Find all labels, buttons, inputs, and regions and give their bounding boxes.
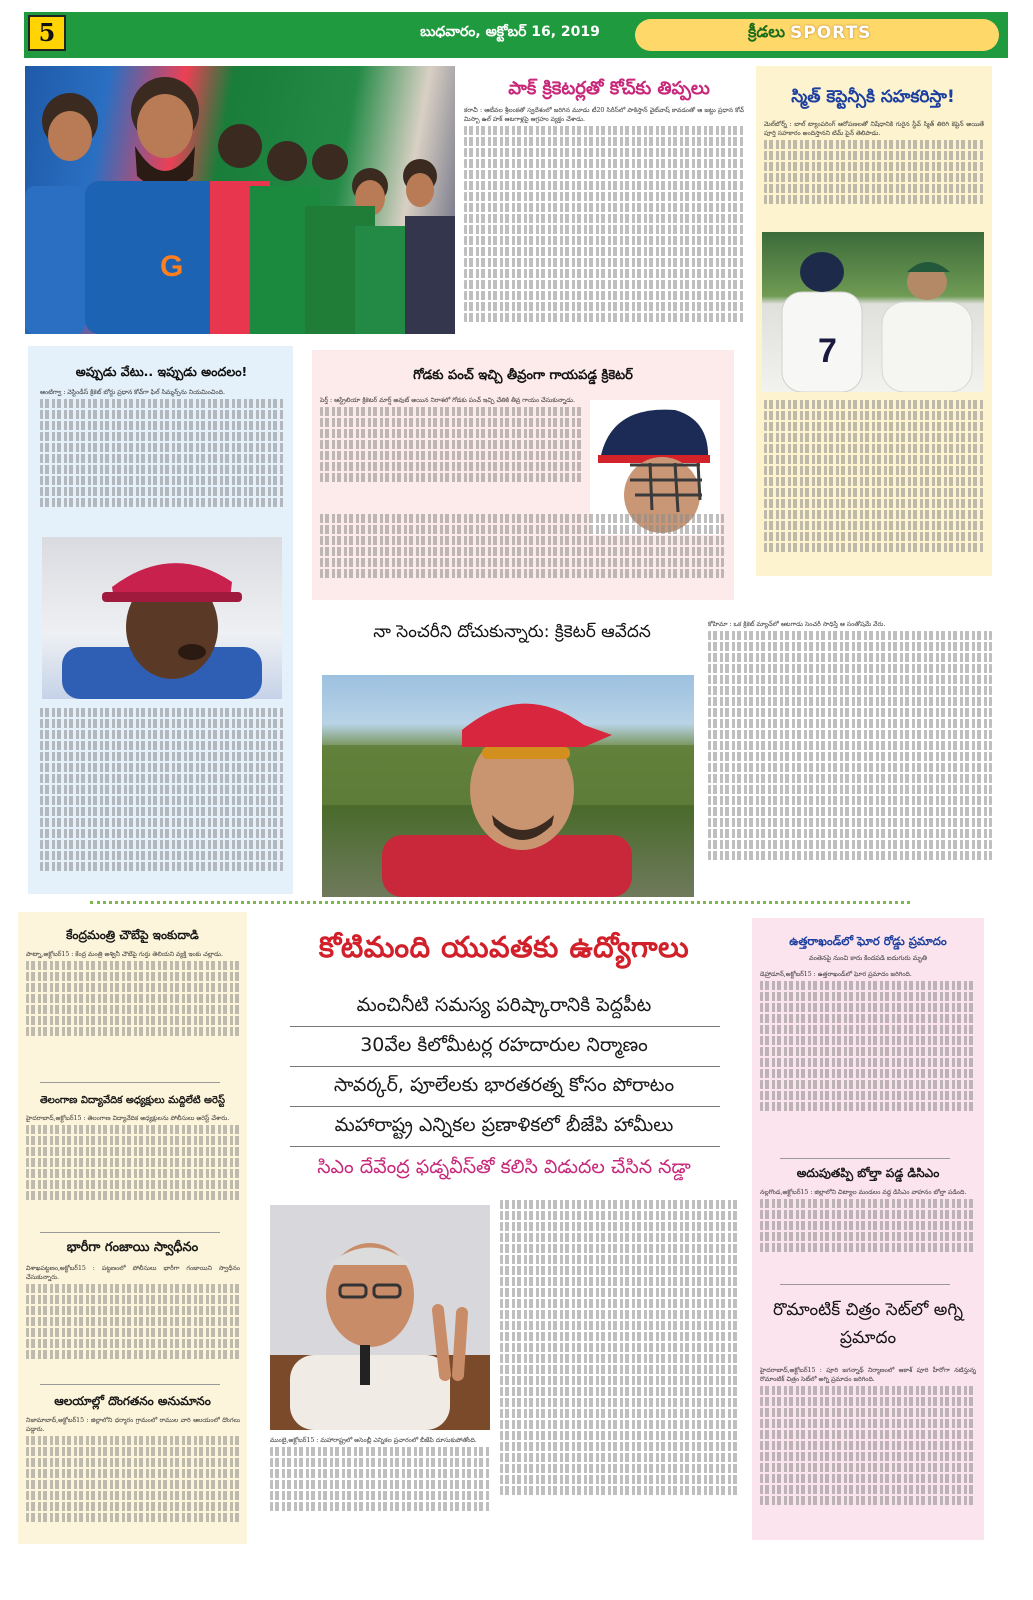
- section-divider: [90, 901, 910, 904]
- right-brief-1-body: [760, 970, 976, 1150]
- left-brief-1-headline: కేంద్రమంత్రి చౌబేపై ఇంకుదాడి: [66, 928, 199, 942]
- cricketer-portrait-photo: [322, 675, 694, 897]
- century-body: [708, 620, 992, 892]
- left-brief-2-body: [26, 1114, 240, 1224]
- left-brief-3-dateline: విశాఖపట్టణం,అక్టోబర్15 : పట్టణంలో పోలీసులు భారీగా గంజాయిని స్వాధీనం చేసుకున్నారు.: [26, 1265, 240, 1281]
- right-brief-2-headline: అదుపుతప్పి బోల్తా పడ్డ డిసిఎం: [796, 1166, 940, 1180]
- phil-simmons-photo: [42, 537, 282, 699]
- svg-text:7: 7: [818, 332, 837, 370]
- pakistan-team-photo: [25, 66, 455, 334]
- main-dateline: ముంబై,అక్టోబర్15 : మహారాష్ట్రలో అసెంబ్లీ ఎన్నికల ప్రచారంలో బీజేపి దూసుకుపోతోంది.: [270, 1437, 477, 1444]
- right-brief-1-dateline: డెహ్రాడూన్,అక్టోబర్15 : ఉత్తరాఖండ్‌లో ఘోర ప్రమాదం జరిగింది.: [760, 971, 912, 978]
- main-subhead-pink: సిఎం దేవేంద్ర ఫడ్నవీస్‌తో కలిసి విడుదల చేసిన నడ్డా: [317, 1156, 691, 1178]
- right-brief-3-body: [760, 1366, 976, 1534]
- subhead-rule-4: [290, 1146, 720, 1147]
- right-brief-2-body: [760, 1188, 976, 1276]
- right-brief-1-subhead: వంతెనపై నుంచి కారు కిందపడి ఐదుగురు మృతి: [808, 954, 928, 962]
- century-headline: నా సెంచరీని దోచుకున్నారు: క్రికెటర్ ఆవేదన: [373, 622, 651, 642]
- main-subhead-1: మంచినీటి సమస్య పరిష్కారానికి పెద్దపీట: [356, 994, 652, 1016]
- right-brief-3-headline: రొమాంటిక్ చిత్రం సెట్‌లో అగ్ని ప్రమాదం: [773, 1300, 963, 1348]
- main-subhead-4: మహారాష్ట్ర ఎన్నికల ప్రణాళికలో బీజేపి హామీలు: [334, 1114, 674, 1136]
- left-brief-3-body: [26, 1264, 240, 1374]
- century-dateline: కోహిమా : ఒక క్రికెట్ మ్యాచ్‌లో ఆటగాడు సెంచరీ సాధిస్తే ఆ సంతోషమే వేరు.: [708, 621, 886, 628]
- left-brief-4-dateline: నిజామాబాద్,అక్టోబర్15 : జిల్లాలోని ధర్మారం గ్రామంలో రాముల వారి ఆలయంలో దొంగలు పడ్డారు.: [26, 1417, 240, 1433]
- left-brief-4-headline: ఆలయాల్లో దొంగతనం అనుమానం: [54, 1394, 211, 1408]
- subhead-rule-3: [290, 1106, 720, 1107]
- smith-dateline: మెల్‌బోర్న్ : బాల్ ట్యాంపరింగ్ ఆరోపణలతో నిషేధానికి గురైన స్టీవ్ స్మిత్ తిరిగి కెప్టెన్ అయితే పూర్తి సహకారం అందిస్తానని టిమ్ పైన్ తెలిపాడు.: [764, 121, 984, 137]
- svg-text:G: G: [160, 250, 184, 283]
- pak-coach-dateline: కరాచీ : ఆటీవల శ్రీలంకతో స్వదేశంలో జరిగిన మూడు టీ20 సిరీస్‌లో పాకిస్తాన్ వైట్‌వాష్ కావడంతో ఆ జట్టు ప్రధాన కోచ్ మిస్బా ఉల్ హక్ ఆటగాళ్లపై ఆగ్రహం వ్యక్తం చేశాడు.: [464, 107, 744, 123]
- right-brief-2-dateline: నల్లగొండ,అక్టోబర్15 : జిల్లాలోని చిట్యాల మండలం వద్ద డిసిఎం వాహనం బోల్తా పడింది.: [760, 1189, 967, 1196]
- page-number: 5: [28, 15, 66, 51]
- main-body-left: [270, 1436, 490, 1540]
- right-rule-2: [780, 1284, 950, 1285]
- section-name-telugu: క్రీడలు: [748, 22, 786, 41]
- left-brief-1-body: [26, 950, 240, 1068]
- pak-coach-body: [464, 106, 744, 338]
- then-now-headline: అప్పుడు వేటు.. ఇప్పుడు అందలం!: [75, 364, 248, 379]
- main-body-right: [500, 1198, 740, 1540]
- right-rule-1: [780, 1158, 950, 1159]
- pak-coach-headline: పాక్ క్రికెటర్లతో కోచ్‌కు తిప్పలు: [508, 78, 710, 99]
- smith-body-top: [764, 120, 984, 225]
- smith-headline: స్మిత్ కెప్టెన్సీకి సహకరిస్తా!: [791, 87, 955, 107]
- subhead-rule-2: [290, 1066, 720, 1067]
- main-subhead-2: 30వేల కిలోమీటర్ల రహదారుల నిర్మాణం: [360, 1034, 648, 1056]
- left-rule-3: [40, 1384, 220, 1385]
- left-rule-1: [40, 1082, 220, 1083]
- then-now-body-bottom: [40, 706, 284, 890]
- smith-body-bottom: [764, 398, 984, 570]
- main-headline: కోటిమంది యువతకు ఉద్యోగాలు: [318, 930, 690, 964]
- goda-body-bottom: [320, 512, 724, 594]
- goda-headline: గోడకు పంచ్ ఇచ్చి తీవ్రంగా గాయపడ్డ క్రికెటర్: [413, 368, 633, 383]
- main-subhead-3: సావర్కర్, పూలేలకు భారతరత్న కోసం పోరాటం: [333, 1074, 675, 1096]
- right-brief-1-headline: ఉత్తరాఖండ్‌లో ఘోర రోడ్డు ప్రమాదం: [789, 934, 947, 948]
- left-brief-3-headline: భారీగా గంజాయి స్వాధీనం: [66, 1240, 199, 1255]
- then-now-dateline: ఆంటిగ్వా : వెస్టిండీస్ క్రికెట్ బోర్డు ప్రధాన కోచ్‌గా ఫిల్ సిమ్మన్స్‌ను నియమించింది.: [40, 389, 225, 396]
- right-brief-3-dateline: హైదరాబాద్,అక్టోబర్15 : పూరి జగన్నాథ్ నిర్మాణంలో ఆకాశ్ పూరి హీరోగా నటిస్తున్న రొమాంటిక్ చిత్రం సెట్‌లో అగ్ని ప్రమాదం జరిగింది.: [760, 1367, 976, 1383]
- left-brief-2-dateline: హైదరాబాద్,అక్టోబర్15 : తెలంగాణ విద్యావేదిక అధ్యక్షులను పోలీసులు అరెస్ట్ చేశారు.: [26, 1115, 230, 1122]
- goda-dateline: పెర్త్ : ఆస్ట్రేలియా క్రికెటర్ మార్ష్ అవుట్ అయిన నిరాశలో గోడకు పంచ్ ఇచ్చి చేతికి తీవ్ర గాయం చేసుకున్నాడు.: [320, 397, 575, 404]
- left-rule-2: [40, 1232, 220, 1233]
- goda-body-top: [320, 396, 582, 506]
- nadda-photo: [270, 1205, 490, 1430]
- header-date: బుధవారం, అక్టోబర్ 16, 2019: [420, 24, 600, 40]
- left-brief-4-body: [26, 1416, 240, 1536]
- then-now-body-top: [40, 388, 284, 533]
- section-name-english: SPORTS: [790, 23, 872, 43]
- left-brief-2-headline: తెలంగాణ విద్యావేదిక అధ్యక్షులు మద్దిలేటి అరెస్ట్: [39, 1095, 226, 1106]
- left-brief-1-dateline: పాట్నా,అక్టోబర్15 : కేంద్ర మంత్రి అశ్వినీ చౌబేపై గుర్తు తెలియని వ్యక్తి ఇంకు చల్లాడు.: [26, 951, 223, 958]
- subhead-rule-1: [290, 1026, 720, 1027]
- smith-paine-photo: [762, 232, 984, 392]
